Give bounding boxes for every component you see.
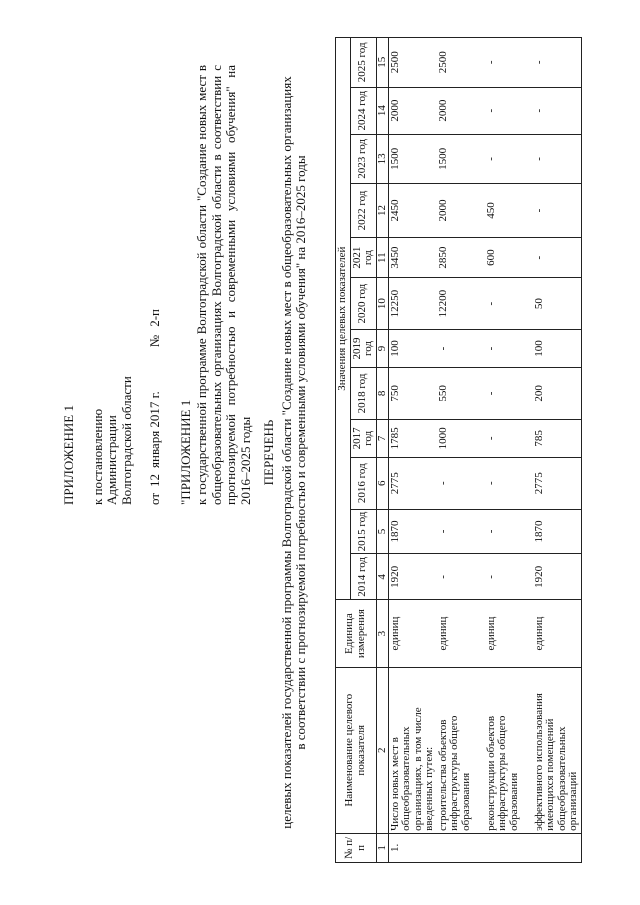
index-cell: 3 (376, 600, 388, 667)
values-header: Значения целевых показателей (336, 38, 351, 600)
index-cell: 9 (376, 329, 388, 367)
value-cell: 50 (533, 278, 582, 330)
col-num-header: № п/п (336, 833, 377, 862)
unit-cell: единиц (388, 600, 437, 667)
unit-cell: единиц (437, 600, 485, 667)
unit-cell: единиц (485, 600, 533, 667)
table-row (533, 38, 582, 863)
value-cell: 2850 (437, 237, 485, 277)
document-title (262, 40, 309, 865)
value-cell: 2775 (533, 457, 582, 509)
program-text: к государственной программе Волгоградской области "Создание новых мест в общеобразовательных организациях Волгоградской области в соответствии с прогнозируемой потребностью и современными условиями обучения" на 2016–2025 годы (194, 65, 253, 505)
value-cell: 1920 (388, 554, 437, 600)
unit-cell: единиц (533, 600, 582, 667)
value-cell: 12250 (388, 278, 437, 330)
value-cell: - (485, 419, 533, 457)
col-unit-header: Единица измерения (336, 600, 377, 667)
document-header (62, 65, 253, 505)
year-header: 2020 год (350, 278, 376, 330)
value-cell: 1920 (533, 554, 582, 600)
year-header: 2016 год (350, 457, 376, 509)
index-cell: 14 (376, 87, 388, 134)
value-cell: - (437, 554, 485, 600)
value-cell: - (533, 237, 582, 277)
index-cell: 6 (376, 457, 388, 509)
title-heading: ПЕРЕЧЕНЬ (261, 419, 276, 486)
resolution-line: Администрации (104, 415, 119, 505)
value-cell: 1870 (533, 509, 582, 554)
value-cell: - (533, 38, 582, 88)
year-header: 2024 год (350, 87, 376, 134)
value-cell: 1500 (388, 134, 437, 183)
value-cell: - (485, 278, 533, 330)
value-cell: 2450 (388, 184, 437, 238)
index-cell: 4 (376, 554, 388, 600)
value-cell: 450 (485, 184, 533, 238)
year-header: 2021 год (350, 237, 376, 277)
index-cell: 7 (376, 419, 388, 457)
index-cell: 12 (376, 184, 388, 238)
value-cell: - (485, 38, 533, 88)
value-cell: 2000 (388, 87, 437, 134)
value-cell: 3450 (388, 237, 437, 277)
year-header: 2023 год (350, 134, 376, 183)
value-cell: - (533, 184, 582, 238)
appendix2-label: "ПРИЛОЖЕНИЕ 1 (177, 399, 193, 505)
index-cell: 5 (376, 509, 388, 554)
value-cell: - (437, 509, 485, 554)
year-header: 2019 год (350, 329, 376, 367)
number-sign: № (147, 334, 162, 348)
row-number (485, 833, 533, 862)
year-header: 2022 год (350, 184, 376, 238)
index-cell: 10 (376, 278, 388, 330)
year-header: 2017 год (350, 419, 376, 457)
date-rest: января 2017 г. (147, 391, 162, 468)
value-cell: 12200 (437, 278, 485, 330)
value-cell: 2500 (388, 38, 437, 88)
resolution-line: к постановлению (89, 408, 105, 505)
title-line: в соответствии с прогнозируемой потребностью и современными условиями обучения" на 2016–2025 годы (293, 155, 308, 750)
date-day: 12 (147, 473, 162, 487)
value-cell: 2775 (388, 457, 437, 509)
value-cell: 100 (388, 329, 437, 367)
value-cell: 100 (533, 329, 582, 367)
index-cell: 2 (376, 667, 388, 833)
index-cell: 15 (376, 38, 388, 88)
header-row (336, 38, 351, 863)
value-cell: - (485, 554, 533, 600)
value-cell: 1870 (388, 509, 437, 554)
index-row (376, 38, 388, 863)
value-cell: 1000 (437, 419, 485, 457)
table-row (388, 38, 437, 863)
value-cell: - (437, 457, 485, 509)
value-cell: - (485, 368, 533, 420)
indicator-name: реконструкции объектов инфраструктуры общего образования (485, 667, 533, 833)
table-row (485, 38, 533, 863)
year-header: 2015 год (350, 509, 376, 554)
value-cell: 785 (533, 419, 582, 457)
index-cell: 13 (376, 134, 388, 183)
value-cell: - (485, 134, 533, 183)
value-cell: 1785 (388, 419, 437, 457)
table-row (437, 38, 485, 863)
value-cell: - (533, 87, 582, 134)
year-header: 2014 год (350, 554, 376, 600)
index-cell: 11 (376, 237, 388, 277)
indicator-name: Число новых мест в общеобразовательных организациях, в том числе введенных путем: (388, 667, 437, 833)
col-name-header: Наименование целевого показателя (336, 667, 377, 833)
year-header: 2018 год (350, 368, 376, 420)
row-number (533, 833, 582, 862)
value-cell: 550 (437, 368, 485, 420)
year-header: 2025 год (350, 38, 376, 88)
appendix-label: ПРИЛОЖЕНИЕ 1 (61, 405, 76, 505)
row-number: 1. (388, 833, 437, 862)
value-cell: 600 (485, 237, 533, 277)
value-cell: - (533, 134, 582, 183)
value-cell: - (437, 329, 485, 367)
value-cell: 2500 (437, 38, 485, 88)
value-cell: - (485, 87, 533, 134)
value-cell: 200 (533, 368, 582, 420)
value-cell: 1500 (437, 134, 485, 183)
value-cell: - (485, 329, 533, 367)
indicators-table (335, 37, 582, 863)
value-cell: - (485, 509, 533, 554)
value-cell: 2000 (437, 87, 485, 134)
row-number (437, 833, 485, 862)
resolution-line: Волгоградской области (118, 376, 134, 505)
indicator-name: эффективного использования имеющихся помещений общеобразовательных организаций (533, 667, 582, 833)
value-cell: - (485, 457, 533, 509)
title-line: целевых показателей государственной программы Волгоградской области "Создание новых мест в общеобразовательных организациях (278, 76, 294, 829)
value-cell: 750 (388, 368, 437, 420)
date-row (148, 65, 163, 505)
date-prefix: от (147, 492, 162, 505)
index-cell: 1 (376, 833, 388, 862)
number-value: 2-п (147, 309, 162, 327)
value-cell: 2000 (437, 184, 485, 238)
index-cell: 8 (376, 368, 388, 420)
indicator-name: строительства объектов инфраструктуры общего образования (437, 667, 485, 833)
